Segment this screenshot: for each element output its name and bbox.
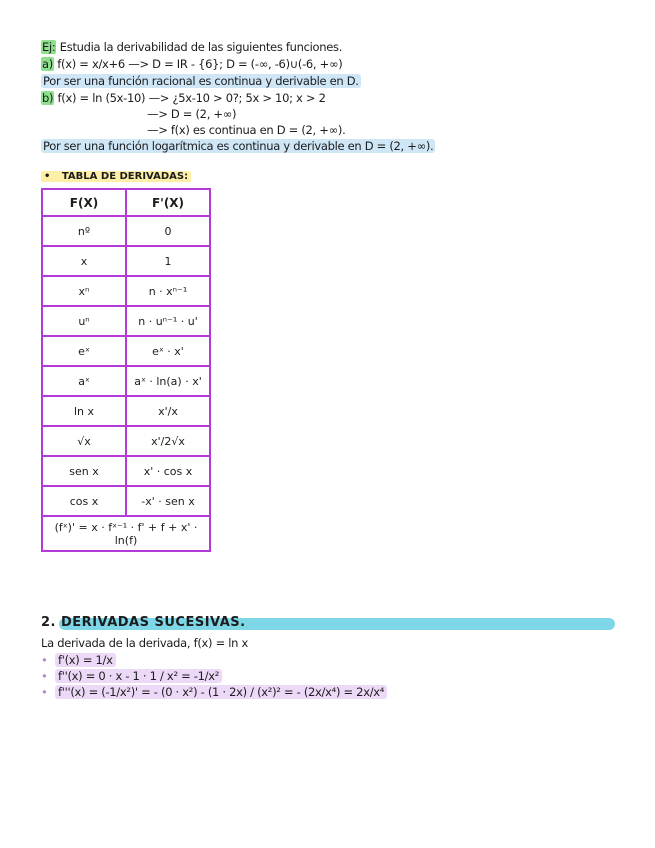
cell-f: √x — [42, 426, 126, 456]
exercise-b-label: b) — [42, 91, 54, 105]
cell-fprime: x' · cos x — [126, 456, 210, 486]
exercise-a — [41, 57, 342, 71]
bullet-icon: • — [44, 171, 51, 182]
table-row — [42, 396, 210, 426]
exercise-b-text: f(x) = ln (5x-10) —> ¿5x-10 > 0?; 5x > 10; x > 2 — [54, 91, 326, 105]
cell-f: eˣ — [42, 336, 126, 366]
table-header-row — [42, 189, 210, 216]
exercise-a-conclusion-text: Por ser una función racional es continua y derivable en D. — [43, 74, 359, 88]
table-row — [42, 366, 210, 396]
exercise-a-label: a) — [42, 57, 53, 71]
table-row — [42, 276, 210, 306]
cell-f: uⁿ — [42, 306, 126, 336]
table-row — [42, 426, 210, 456]
cell-power-rule: (fˣ)' = x · fˣ⁻¹ · f' + f + x' · ln(f) — [42, 516, 210, 551]
section2-title: 2. DERIVADAS SUCESIVAS. — [41, 615, 246, 630]
exercise-b-step2: —> f(x) es continua en D = (2, +∞). — [147, 123, 346, 137]
derivatives-table — [41, 188, 211, 552]
table-row — [42, 306, 210, 336]
cell-f: ln x — [42, 396, 126, 426]
list-item — [41, 669, 222, 683]
list-item — [41, 685, 387, 699]
list-item-text: f'(x) = 1/x — [55, 653, 116, 667]
table-row — [42, 456, 210, 486]
cell-f: xⁿ — [42, 276, 126, 306]
exercise-b-conclusion — [41, 139, 435, 153]
list-item-text: f''(x) = 0 · x - 1 · 1 / x² = -1/x² — [55, 669, 222, 683]
table-row — [42, 336, 210, 366]
section2-intro: La derivada de la derivada, f(x) = ln x — [41, 636, 249, 650]
header-fx: F(X) — [42, 189, 126, 216]
cell-fprime: x'/2√x — [126, 426, 210, 456]
exercise-b-conclusion-text: Por ser una función logarítmica es continua y derivable en D = (2, +∞). — [43, 139, 434, 153]
exercise-a-text: f(x) = x/x+6 —> D = IR - {6}; D = (-∞, -6)∪(-6, +∞) — [53, 57, 343, 71]
cell-fprime: 0 — [126, 216, 210, 246]
header-fpx: F'(X) — [126, 189, 210, 216]
cell-fprime: 1 — [126, 246, 210, 276]
list-item — [41, 653, 116, 667]
cell-f: cos x — [42, 486, 126, 516]
exercise-a-conclusion — [41, 74, 361, 88]
cell-fprime: x'/x — [126, 396, 210, 426]
table-row-last — [42, 516, 210, 551]
cell-fprime: -x' · sen x — [126, 486, 210, 516]
table-title-text: TABLA DE DERIVADAS: — [61, 171, 189, 182]
exercise-title — [41, 40, 342, 54]
exercise-b — [41, 91, 326, 105]
cell-fprime: n · uⁿ⁻¹ · u' — [126, 306, 210, 336]
table-row — [42, 486, 210, 516]
cell-f: nº — [42, 216, 126, 246]
cell-f: aˣ — [42, 366, 126, 396]
bullet-icon: • — [41, 653, 48, 667]
section2-heading — [41, 615, 615, 631]
bullet-icon: • — [41, 669, 48, 683]
exercise-b-step1: —> D = (2, +∞) — [147, 107, 237, 121]
bullet-icon: • — [41, 685, 48, 699]
exercise-label: Ej: — [42, 40, 56, 54]
table-row — [42, 216, 210, 246]
cell-fprime: aˣ · ln(a) · x' — [126, 366, 210, 396]
cell-fprime: n · xⁿ⁻¹ — [126, 276, 210, 306]
cell-f: sen x — [42, 456, 126, 486]
table-section-title — [41, 171, 191, 182]
table-row — [42, 246, 210, 276]
exercise-title-text: Estudia la derivabilidad de las siguientes funciones. — [56, 40, 343, 54]
cell-fprime: eˣ · x' — [126, 336, 210, 366]
cell-f: x — [42, 246, 126, 276]
list-item-text: f'''(x) = (-1/x²)' = - (0 · x²) - (1 · 2x) / (x²)² = - (2x/x⁴) = 2x/x⁴ — [55, 685, 387, 699]
